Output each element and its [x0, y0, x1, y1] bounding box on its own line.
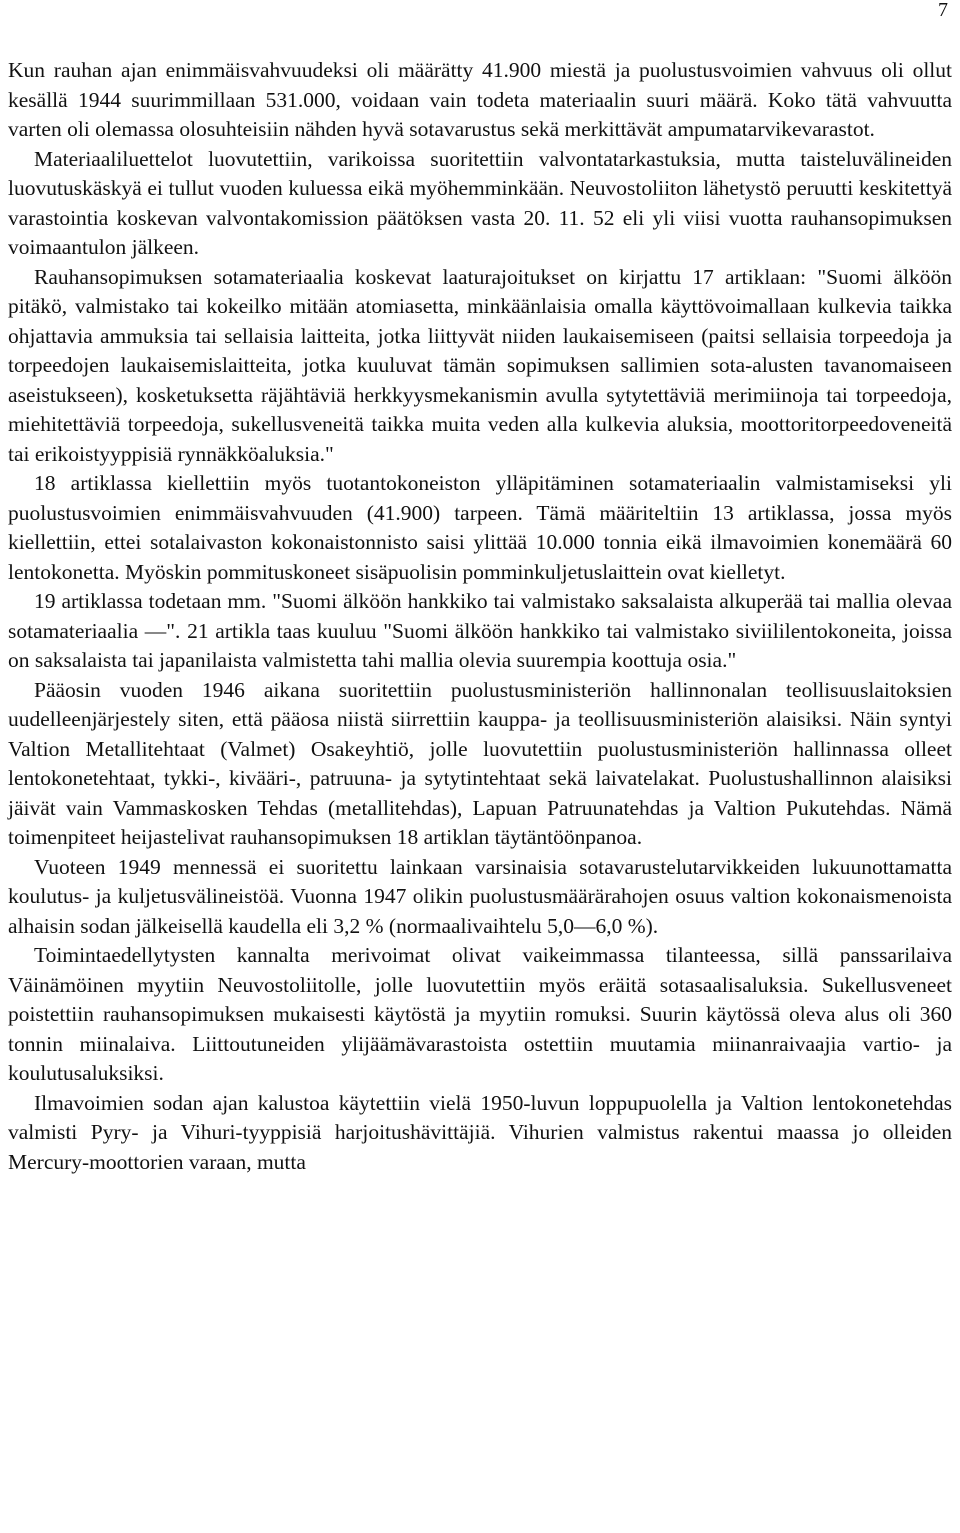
paragraph: 19 artiklassa todetaan mm. "Suomi älköön hankkiko tai valmistako saksalaista alkuperää tai mallia olevaa sotamateriaalia —". 21 artikla taas kuuluu "Suomi älköön hankkiko tai valmistako siviililentokoneita, joissa on saksalaista tai japanilaista valmistetta tahi mallia olevia suurempia koottuja osia." [8, 589, 952, 672]
paragraph: Toimintaedellytysten kannalta merivoimat olivat vaikeimmassa tilanteessa, sillä panssarilaiva Väinämöinen myytiin Neuvostoliitolle, jolle luovutettiin myös eräitä sotasaalisaluksia. Sukellusveneet poistettiin rauhansopimuksen mukaisesti käytöstä ja myytiin romuksi. Suurin käytössä oleva alus oli 360 tonnin miinalaiva. Liittoutuneiden ylijäämävarastoista ostettiin muutamia miinanraivaajia vartio- ja koulutusaluksiksi. [8, 943, 952, 1085]
paragraph: Ilmavoimien sodan ajan kalustoa käytettiin vielä 1950-luvun loppupuolella ja Valtion lentokonetehdas valmisti Pyry- ja Vihuri-tyyppisiä harjoitushävittäjiä. Vihurien valmistus rakentui maassa jo olleiden Mercury-moottorien varaan, mutta [8, 1090, 952, 1174]
paragraph: Rauhansopimuksen sotamateriaalia koskevat laaturajoitukset on kirjattu 17 artiklaan: "Suomi älköön pitäkö, valmistako tai kokeilko mitään atomiasetta, minkäänlaisia omalla käyttövoimallaan kulkevia taikka ohjattavia ammuksia tai sellaisia laitteita, jotka liittyvät niiden laukaisemiseen (paitsi sellaisia torpeedoja ja torpeedojen laukaisemislaitteita, jotka kuuluvat tämän sopimuksen sallimien sota-alusten tavanomaiseen aseistukseen), kosketuksetta räjähtäviä herkkyysmekanismin avulla sytytettäviä merimiinoja tai torpeedoja, miehitettäviä torpeedoja, sukellusveneitä taikka muita veden alla kulkevia aluksia, moottoritorpeedoveneitä tai erikoistyyppisiä rynnäkköaluksia." [8, 264, 952, 466]
body-text [8, 56, 952, 1177]
paragraph: Materiaaliluettelot luovutettiin, varikoissa suoritettiin valvontatarkastuksia, mutta taisteluvälineiden luovutuskäskyä ei tullut vuoden kuluessa eikä myöhemminkään. Neuvostoliiton lähetystö peruutti keskitettyä varastointia koskevan valvontakomission päätöksen vasta 20. 11. 52 eli yli viisi vuotta rauhansopimuksen voimaantulon jälkeen. [8, 146, 952, 259]
paragraph: Kun rauhan ajan enimmäisvahvuudeksi oli määrätty 41.900 miestä ja puolustusvoimien vahvuus oli ollut kesällä 1944 suurimmillaan 531.000, voidaan vain todeta materiaalin suuri määrä. Koko tätä vahvuutta varten oli olemassa olosuhteisiin nähden hyvä sotavarustus sekä merkittävät ampumatarvikevarastot. [8, 58, 952, 141]
paragraph: Pääosin vuoden 1946 aikana suoritettiin puolustusministeriön hallinnonalan teollisuuslaitoksien uudelleenjärjestely siten, että pääosa niistä siirrettiin kauppa- ja teollisuusministeriön alaisiksi. Näin syntyi Valtion Metallitehtaat (Valmet) Osakeyhtiö, jolle luovutettiin puolustusministeriön hallinnassa olleet lentokonetehtaat, tykki-, kivääri-, patruuna- ja sytytintehtaat sekä laivatelakat. Puolustushallinnon alaisiksi jäivät vain Vammaskosken Tehdas (metallitehdas), Lapuan Patruunatehdas ja Valtion Pukutehdas. Nämä toimenpiteet heijastelivat rauhansopimuksen 18 artiklan täytäntöönpanoa. [8, 677, 952, 849]
paragraph: Vuoteen 1949 mennessä ei suoritettu lainkaan varsinaisia sotavarustelutarvikkeiden lukuunottamatta koulutus- ja kuljetusvälineistöä. Vuonna 1947 olikin puolustusmäärärahojen osuus valtion kokonaismenoista alhaisin sodan jälkeisellä kaudella eli 3,2 % (normaalivaihtelu 5,0—6,0 %). [8, 854, 952, 938]
paragraph: 18 artiklassa kiellettiin myös tuotantokoneiston ylläpitäminen sotamateriaalin valmistamiseksi yli puolustusvoimien enimmäisvahvuuden (41.900) tarpeen. Tämä määriteltiin 13 artiklassa, jossa myös kiellettiin, ettei sotalaivaston kokonaistonnisto saisi ylittää 10.000 tonnia eikä ilmavoimien konemäärä 60 lentokonetta. Myöskin pommituskoneet sisäpuolisin pomminkuljetuslaittein ovat kielletyt. [8, 471, 952, 584]
page-number: 7 [938, 0, 948, 21]
